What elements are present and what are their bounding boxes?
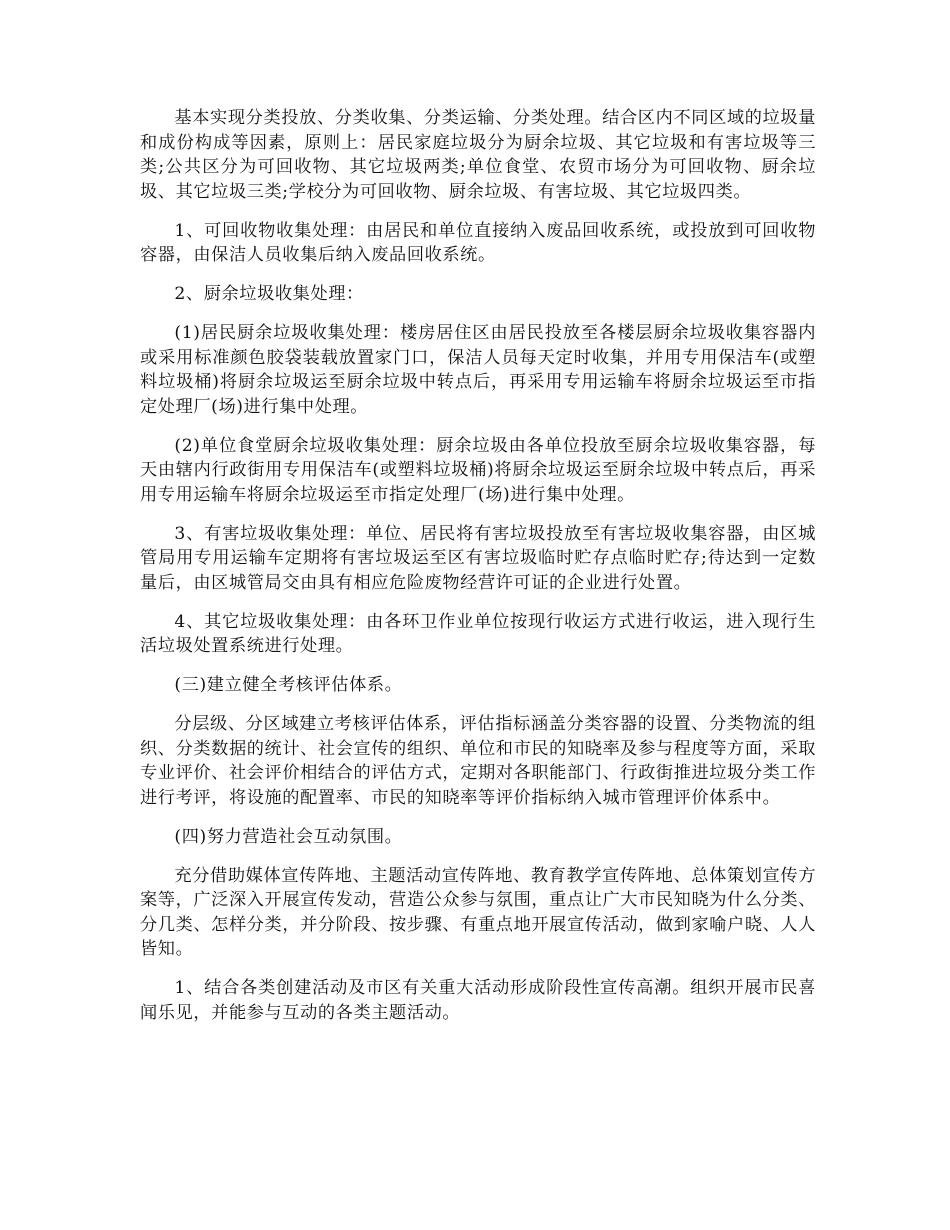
paragraph-kitchen-waste-heading: 2、厨余垃圾收集处理：	[174, 284, 364, 304]
document-body	[140, 106, 816, 1040]
paragraph-publicity: 充分借助媒体宣传阵地、主题活动宣传阵地、教育教学宣传阵地、总体策划宣传方案等，广泛深入开展宣传发动，营造公众参与氛围，重点让广大市民知晓为什么分类、分几类、怎样分类，并分阶段、按步骤、有重点地开展宣传活动，做到家喻户晓、人人皆知。	[140, 865, 816, 959]
paragraph-hazardous-waste: 3、有害垃圾收集处理：单位、居民将有害垃圾投放至有害垃圾收集容器，由区城管局用专用运输车定期将有害垃圾运至区有害垃圾临时贮存点临时贮存;待达到一定数量后，由区城管局交由具有相应危险废物经营许可证的企业进行处置。	[140, 523, 816, 593]
paragraph-implementation-goal: 基本实现分类投放、分类收集、分类运输、分类处理。结合区内不同区域的垃圾量和成份构成等因素，原则上：居民家庭垃圾分为厨余垃圾、其它垃圾和有害垃圾等三类;公共区分为可回收物、其它垃圾两类;单位食堂、农贸市场分为可回收物、厨余垃圾、其它垃圾三类;学校分为可回收物、厨余垃圾、有害垃圾、其它垃圾四类。	[140, 108, 816, 202]
paragraph-other-waste: 4、其它垃圾收集处理：由各环卫作业单位按现行收运方式进行收运，进入现行生活垃圾处置系统进行处理。	[140, 611, 816, 656]
section-heading-social-interaction: (四)努力营造社会互动氛围。	[174, 826, 403, 847]
section-heading-assessment: (三)建立健全考核评估体系。	[174, 675, 403, 695]
paragraph-canteen-kitchen-waste: (2)单位食堂厨余垃圾收集处理：厨余垃圾由各单位投放至厨余垃圾收集容器，每天由辖内行政街用专用保洁车(或塑料垃圾桶)将厨余垃圾运至厨余垃圾中转点后，再采用专用运输车将厨余垃圾运至市指定处理厂(场)进行集中处理。	[140, 435, 816, 505]
paragraph-recyclables: 1、可回收物收集处理：由居民和单位直接纳入废品回收系统，或投放到可回收物容器，由保洁人员收集后纳入废品回收系统。	[140, 220, 816, 265]
paragraph-resident-kitchen-waste: (1)居民厨余垃圾收集处理：楼房居住区由居民投放至各楼层厨余垃圾收集容器内或采用标准颜色胶袋装载放置家门口，保洁人员每天定时收集，并用专用保洁车(或塑料垃圾桶)将厨余垃圾运至厨余垃圾中转点后，再采用专用运输车将厨余垃圾运至市指定处理厂(场)进行集中处理。	[140, 323, 816, 417]
paragraph-assessment-system: 分层级、分区域建立考核评估体系，评估指标涵盖分类容器的设置、分类物流的组织、分类数据的统计、社会宣传的组织、单位和市民的知晓率及参与程度等方面，采取专业评价、社会评价相结合的评估方式，定期对各职能部门、行政街推进垃圾分类工作进行考评，将设施的配置率、市民的知晓率等评价指标纳入城市管理评价体系中。	[140, 714, 816, 808]
paragraph-campaign-activities: 1、结合各类创建活动及市区有关重大活动形成阶段性宣传高潮。组织开展市民喜闻乐见，并能参与互动的各类主题活动。	[140, 978, 816, 1023]
